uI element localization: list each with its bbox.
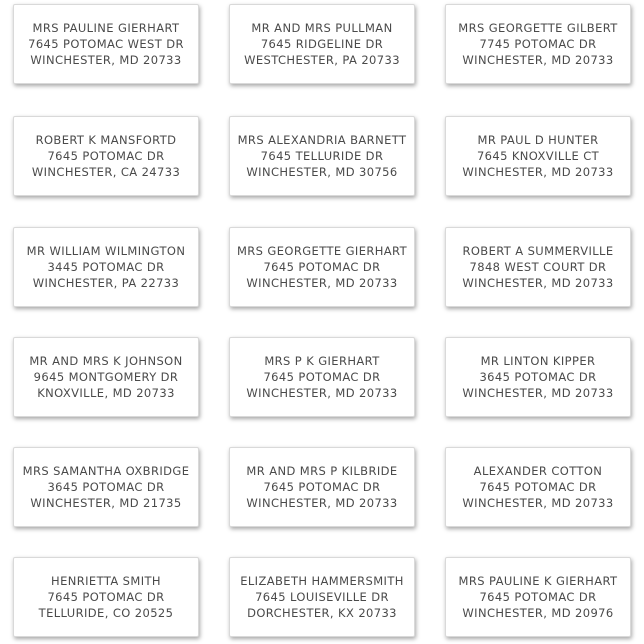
city-state-zip: WINCHESTER, CA 24733 (31, 165, 181, 179)
street-address: 7645 KNOXVILLE CT (476, 149, 600, 163)
address-label (229, 337, 415, 417)
address-label (229, 116, 415, 196)
street-address: 7645 POTOMAC DR (47, 590, 165, 604)
street-address: 9645 MONTGOMERY DR (33, 370, 179, 384)
recipient-name: MRS PAULINE K GIERHART (458, 574, 618, 588)
recipient-name: HENRIETTA SMITH (51, 574, 161, 588)
recipient-name: ROBERT K MANSFORTD (35, 133, 177, 147)
city-state-zip: KNOXVILLE, MD 20733 (37, 386, 175, 400)
recipient-name: ALEXANDER COTTON (473, 464, 603, 478)
address-label (229, 557, 415, 637)
street-address: 3645 POTOMAC DR (47, 480, 165, 494)
address-label (445, 227, 631, 307)
city-state-zip: WINCHESTER, MD 20733 (246, 496, 398, 510)
address-label (445, 557, 631, 637)
city-state-zip: WINCHESTER, MD 20733 (246, 386, 398, 400)
street-address: 7745 POTOMAC DR (479, 37, 597, 51)
recipient-name: MR LINTON KIPPER (480, 354, 596, 368)
city-state-zip: WINCHESTER, MD 20733 (462, 496, 614, 510)
city-state-zip: WINCHESTER, MD 20733 (462, 165, 614, 179)
address-label (445, 337, 631, 417)
address-label (13, 116, 199, 196)
address-label (445, 4, 631, 84)
address-label (13, 227, 199, 307)
address-label (13, 337, 199, 417)
city-state-zip: WINCHESTER, MD 20733 (462, 276, 614, 290)
city-state-zip: WINCHESTER, MD 21735 (30, 496, 182, 510)
city-state-zip: TELLURIDE, CO 20525 (38, 606, 174, 620)
street-address: 7645 TELLURIDE DR (260, 149, 384, 163)
recipient-name: MR AND MRS K JOHNSON (29, 354, 183, 368)
address-label (229, 4, 415, 84)
city-state-zip: WINCHESTER, MD 20733 (246, 276, 398, 290)
address-label (229, 447, 415, 527)
recipient-name: MRS SAMANTHA OXBRIDGE (22, 464, 190, 478)
recipient-name: MR AND MRS P KILBRIDE (246, 464, 398, 478)
city-state-zip: WINCHESTER, MD 20976 (462, 606, 614, 620)
street-address: 7645 POTOMAC DR (263, 480, 381, 494)
street-address: 7848 WEST COURT DR (469, 260, 607, 274)
street-address: 3645 POTOMAC DR (479, 370, 597, 384)
street-address: 7645 RIDGELINE DR (260, 37, 384, 51)
city-state-zip: WESTCHESTER, PA 20733 (244, 53, 400, 67)
recipient-name: MRS GEORGETTE GIERHART (236, 244, 408, 258)
recipient-name: ROBERT A SUMMERVILLE (462, 244, 614, 258)
recipient-name: MRS P K GIERHART (264, 354, 380, 368)
address-label (13, 447, 199, 527)
street-address: 7645 POTOMAC DR (47, 149, 165, 163)
address-label (13, 557, 199, 637)
address-label (13, 4, 199, 84)
city-state-zip: WINCHESTER, MD 30756 (246, 165, 398, 179)
recipient-name: MR AND MRS PULLMAN (251, 21, 393, 35)
city-state-zip: WINCHESTER, MD 20733 (462, 386, 614, 400)
street-address: 7645 POTOMAC DR (479, 480, 597, 494)
recipient-name: MR PAUL D HUNTER (477, 133, 599, 147)
address-label (445, 116, 631, 196)
street-address: 7645 POTOMAC DR (263, 370, 381, 384)
street-address: 3445 POTOMAC DR (47, 260, 165, 274)
recipient-name: MRS GEORGETTE GILBERT (458, 21, 618, 35)
recipient-name: MR WILLIAM WILMINGTON (26, 244, 186, 258)
address-label (445, 447, 631, 527)
city-state-zip: WINCHESTER, PA 22733 (32, 276, 180, 290)
city-state-zip: WINCHESTER, MD 20733 (30, 53, 182, 67)
city-state-zip: DORCHESTER, KX 20733 (247, 606, 397, 620)
recipient-name: ELIZABETH HAMMERSMITH (240, 574, 404, 588)
city-state-zip: WINCHESTER, MD 20733 (462, 53, 614, 67)
address-label (229, 227, 415, 307)
street-address: 7645 POTOMAC DR (479, 590, 597, 604)
street-address: 7645 LOUISEVILLE DR (255, 590, 389, 604)
street-address: 7645 POTOMAC WEST DR (28, 37, 184, 51)
recipient-name: MRS ALEXANDRIA BARNETT (237, 133, 407, 147)
street-address: 7645 POTOMAC DR (263, 260, 381, 274)
recipient-name: MRS PAULINE GIERHART (32, 21, 180, 35)
